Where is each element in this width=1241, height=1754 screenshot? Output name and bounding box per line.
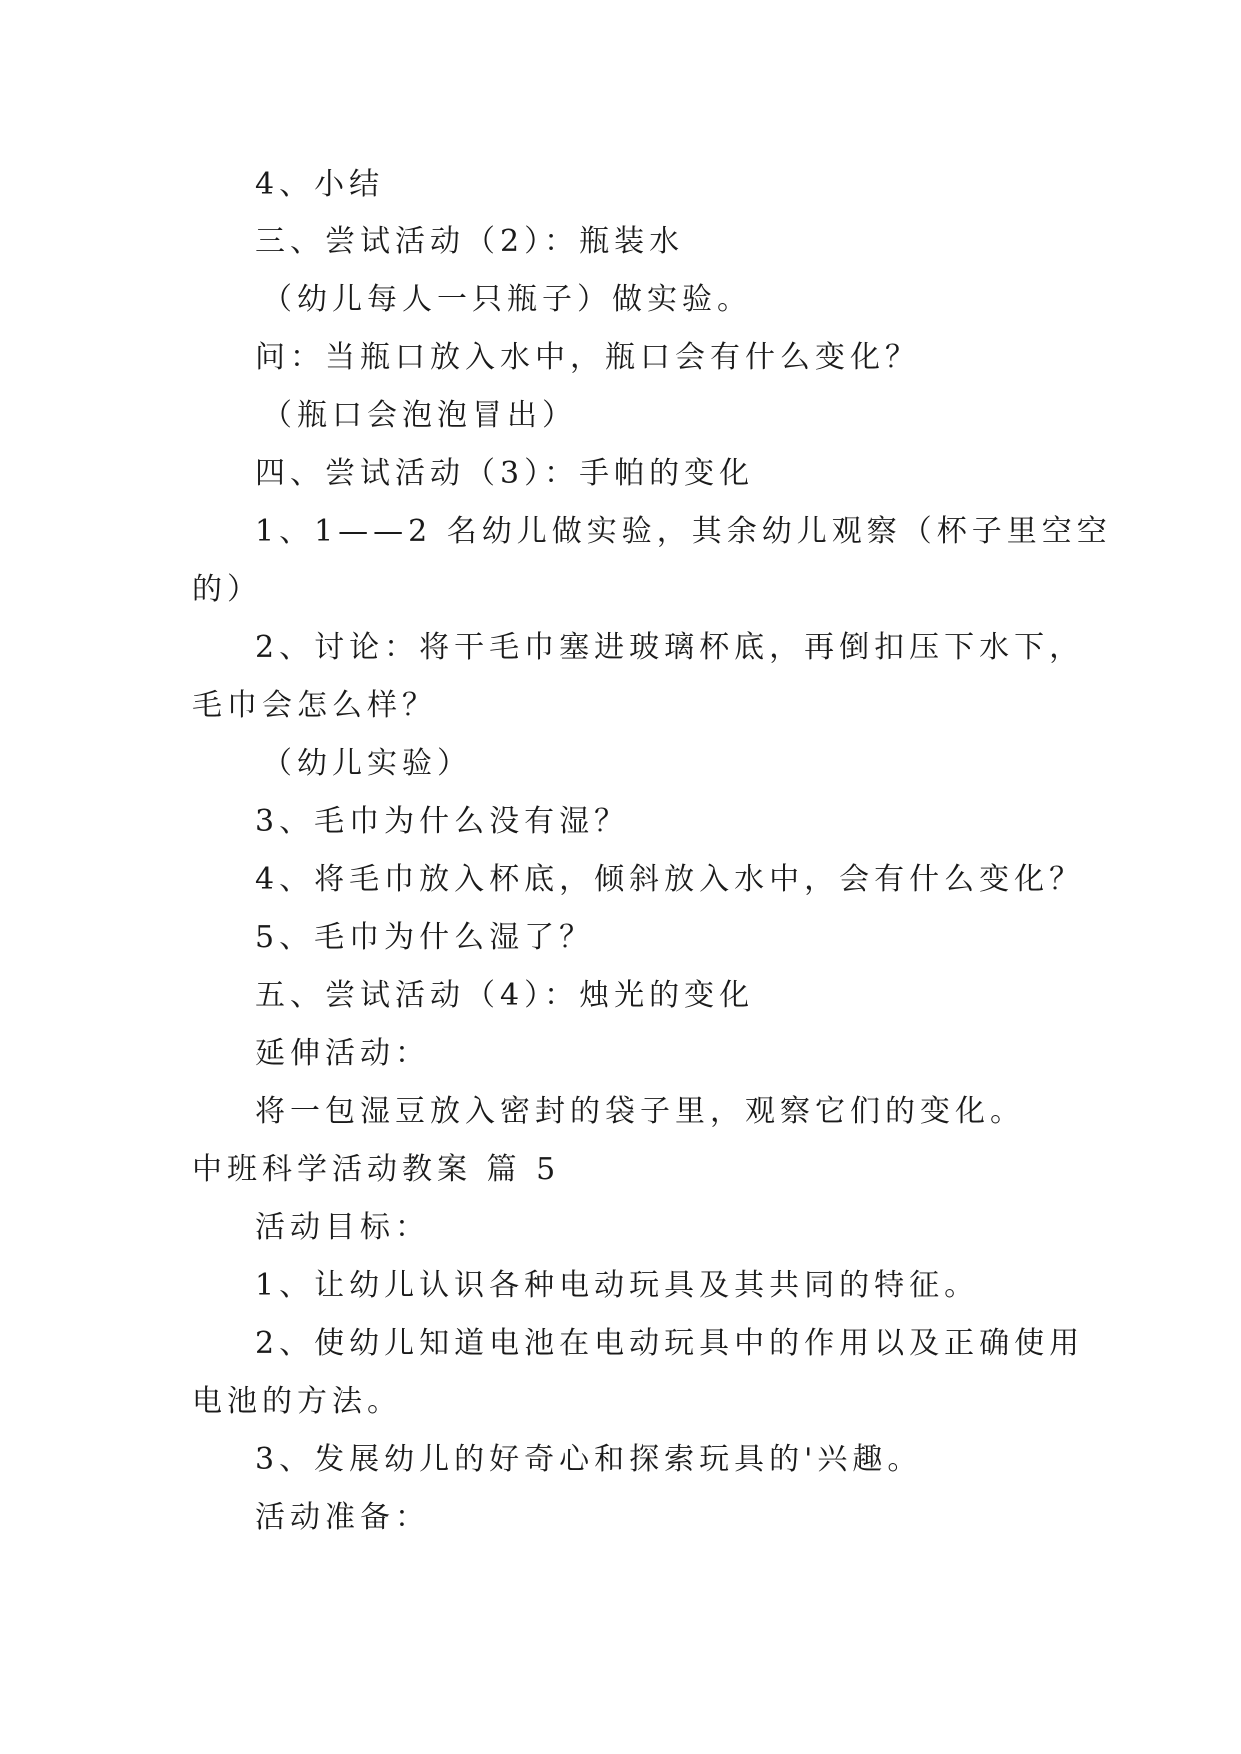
text-line: 活动目标： [255, 1210, 430, 1245]
text-line: 延伸活动： [255, 1036, 430, 1071]
text-line: 4、将毛巾放入杯底，倾斜放入水中，会有什么变化？ [255, 862, 1085, 897]
section-heading: 四、尝试活动（3）：手帕的变化 [255, 456, 755, 491]
text-line: （瓶口会泡泡冒出） [262, 398, 577, 433]
text-line: （幼儿实验） [262, 746, 472, 781]
text-line: （幼儿每人一只瓶子）做实验。 [262, 282, 752, 317]
text-line: 2、使幼儿知道电池在电动玩具中的作用以及正确使用 [255, 1326, 1085, 1361]
document-heading: 中班科学活动教案 篇 5 [192, 1152, 561, 1187]
text-line: 3、毛巾为什么没有湿？ [255, 804, 630, 839]
text-line: 问：当瓶口放入水中，瓶口会有什么变化？ [255, 340, 920, 375]
section-heading: 五、尝试活动（4）：烛光的变化 [255, 978, 755, 1013]
text-line: 毛巾会怎么样？ [192, 688, 437, 723]
section-heading: 三、尝试活动（2）：瓶装水 [255, 224, 685, 259]
text-line: 2、讨论：将干毛巾塞进玻璃杯底，再倒扣压下水下， [255, 630, 1085, 665]
text-line: 3、发展幼儿的好奇心和探索玩具的'兴趣。 [255, 1442, 923, 1477]
text-line: 的） [192, 572, 262, 607]
text-line: 5、毛巾为什么湿了？ [255, 920, 595, 955]
text-line: 4、小结 [255, 167, 385, 202]
text-line: 活动准备： [255, 1500, 430, 1535]
text-line: 1、1——2 名幼儿做实验，其余幼儿观察（杯子里空空 [255, 514, 1112, 549]
text-line: 电池的方法。 [192, 1384, 402, 1419]
text-line: 1、让幼儿认识各种电动玩具及其共同的特征。 [255, 1268, 980, 1303]
text-line: 将一包湿豆放入密封的袋子里，观察它们的变化。 [255, 1094, 1025, 1129]
